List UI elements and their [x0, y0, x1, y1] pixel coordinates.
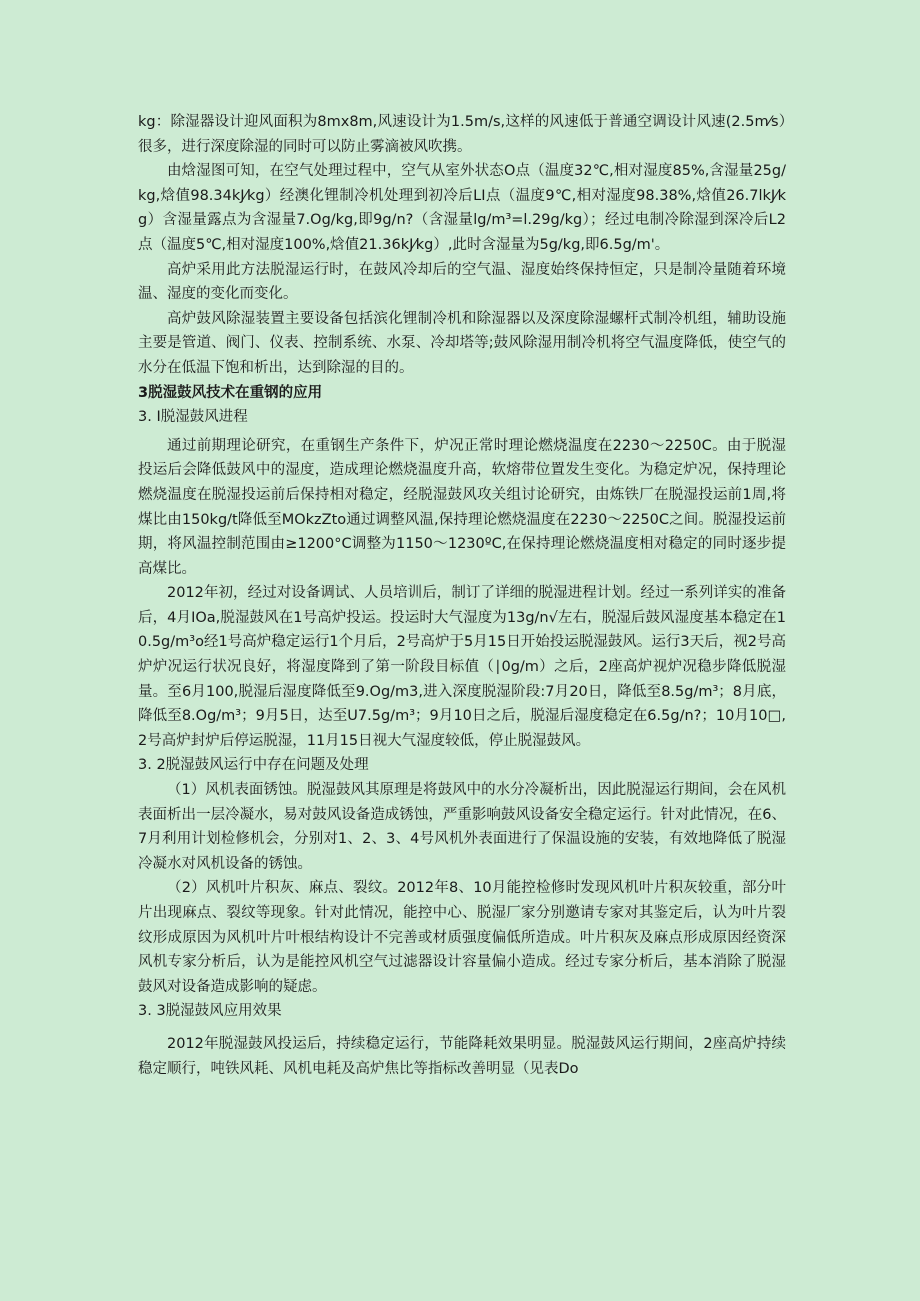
document-page — [138, 110, 786, 1081]
paragraph-psychrometric: 由焓湿图可知，在空气处理过程中，空气从室外状态O点（温度32℃,相对湿度85%,含湿量25g/kg,焓值98.34kJ⁄kg）经澳化锂制冷机处理到初冷后LI点（温度9℃,相对湿度98.38%,焓值26.7lkJ⁄kg）含湿量露点为含湿量7.Og/kg,即9g/n?（含湿量lg/m³=l.29g/kg）；经过电制冷除湿到深冷后L2点（温度5℃,相对湿度100%,焓值21.36kJ⁄kg）,此时含湿量为5g/kg,即6.5g/m'。 — [138, 163, 786, 253]
paragraph-intro: kg：除湿器设计迎风面积为8mx8m,风速设计为1.5m/s,这样的风速低于普通空调设计风速(2.5m⁄s）很多，进行深度除湿的同时可以防止雾滴被风吹携。 — [138, 114, 786, 155]
paragraph-3-1-b: 2012年初，经过对设备调试、人员培训后，制订了详细的脱湿进程计划。经过一系列详实的准备后，4月IOa,脱湿鼓风在1号高炉投运。投运时大气湿度为13g∕n√左右，脱湿后鼓风湿度基本稳定在10.5g/m³o经1号高炉稳定运行1个月后，2号高炉于5月15日开始投运脱湿鼓风。运行3天后，视2号高炉炉况运行状况良好，将湿度降到了第一阶段目标值（∣0g∕m）之后，2座高炉视炉况稳步降低脱湿量。至6月100,脱湿后湿度降低至9.Og/m3,进入深度脱湿阶段:7月20日，降低至8.5g/m³；8月底，降低至8.Og/m³；9月5日，达至U7.5g/m³；9月10日之后，脱湿后湿度稳定在6.5g/n?；10月10□,2号高炉封炉后停运脱湿，11月15日视大气湿度较低，停止脱湿鼓风。 — [138, 585, 786, 749]
paragraph-equipment: 高炉鼓风除湿装置主要设备包括滨化锂制冷机和除湿器以及深度除湿螺杆式制冷机组，辅助设施主要是管道、阀门、仪表、控制系统、水泵、冷却塔等;鼓风除湿用制冷机将空气温度降低，使空气的水分在低温下饱和析出，达到除湿的目的。 — [138, 310, 786, 376]
section-heading-3: 3脱湿鼓风技术在重钢的应用 — [138, 384, 323, 401]
subsection-heading-3-3: 3. 3脱湿鼓风应用效果 — [138, 1003, 282, 1020]
paragraph-3-3: 2012年脱湿鼓风投运后，持续稳定运行，节能降耗效果明显。脱湿鼓风运行期间，2座高炉持续稳定顺行，吨铁风耗、风机电耗及高炉焦比等指标改善明显（见表Do — [138, 1035, 786, 1077]
subsection-heading-3-2: 3. 2脱湿鼓风运行中存在问题及处理 — [138, 757, 369, 774]
paragraph-3-1-a: 通过前期理论研究，在重钢生产条件下，炉况正常时理论燃烧温度在2230～2250C。由于脱湿投运后会降低鼓风中的湿度，造成理论燃烧温度升高，软熔带位置发生变化。为稳定炉况，保持理论燃烧温度在脱湿投运前后保持相对稳定，经脱湿鼓风攻关组讨论研究，由炼铁厂在脱湿投运前1周,将煤比由150kg/t降低至MOkzZto通过调整风温,保持理论燃烧温度在2230～2250C之间。脱湿投运前期，将风温控制范围由≥1200°C调整为1150～1230ºC,在保持理论燃烧温度相对稳定的同时逐步提高煤比。 — [138, 437, 786, 577]
paragraph-3-2-a: （1）风机表面锈蚀。脱湿鼓风其原理是将鼓风中的水分冷凝析出，因此脱湿运行期间，会在风机表面析出一层冷凝水，易对鼓风设备造成锈蚀，严重影响鼓风设备安全稳定运行。针对此情况，在6、7月利用计划检修机会，分别对1、2、3、4号风机外表面进行了保温设施的安装，有效地降低了脱湿冷凝水对风机设备的锈蚀。 — [138, 782, 786, 872]
paragraph-constant-humidity: 高炉采用此方法脱湿运行时，在鼓风冷却后的空气温、湿度始终保持恒定，只是制冷量随着环境温、湿度的变化而变化。 — [138, 261, 786, 303]
paragraph-3-2-b: （2）风机叶片积灰、麻点、裂纹。2012年8、10月能控检修时发现风机叶片积灰较重，部分叶片出现麻点、裂纹等现象。针对此情况，能控中心、脱湿厂家分别邀请专家对其鉴定后，认为叶片裂纹形成原因为风机叶片叶根结构设计不完善或材质强度偏低所造成。叶片积灰及麻点形成原因经资深风机专家分析后，认为是能控风机空气过滤器设计容量偏小造成。经过专家分析后，基本消除了脱湿鼓风对设备造成影响的疑虑。 — [138, 880, 786, 995]
subsection-heading-3-1: 3. I脱湿鼓风进程 — [138, 409, 248, 426]
